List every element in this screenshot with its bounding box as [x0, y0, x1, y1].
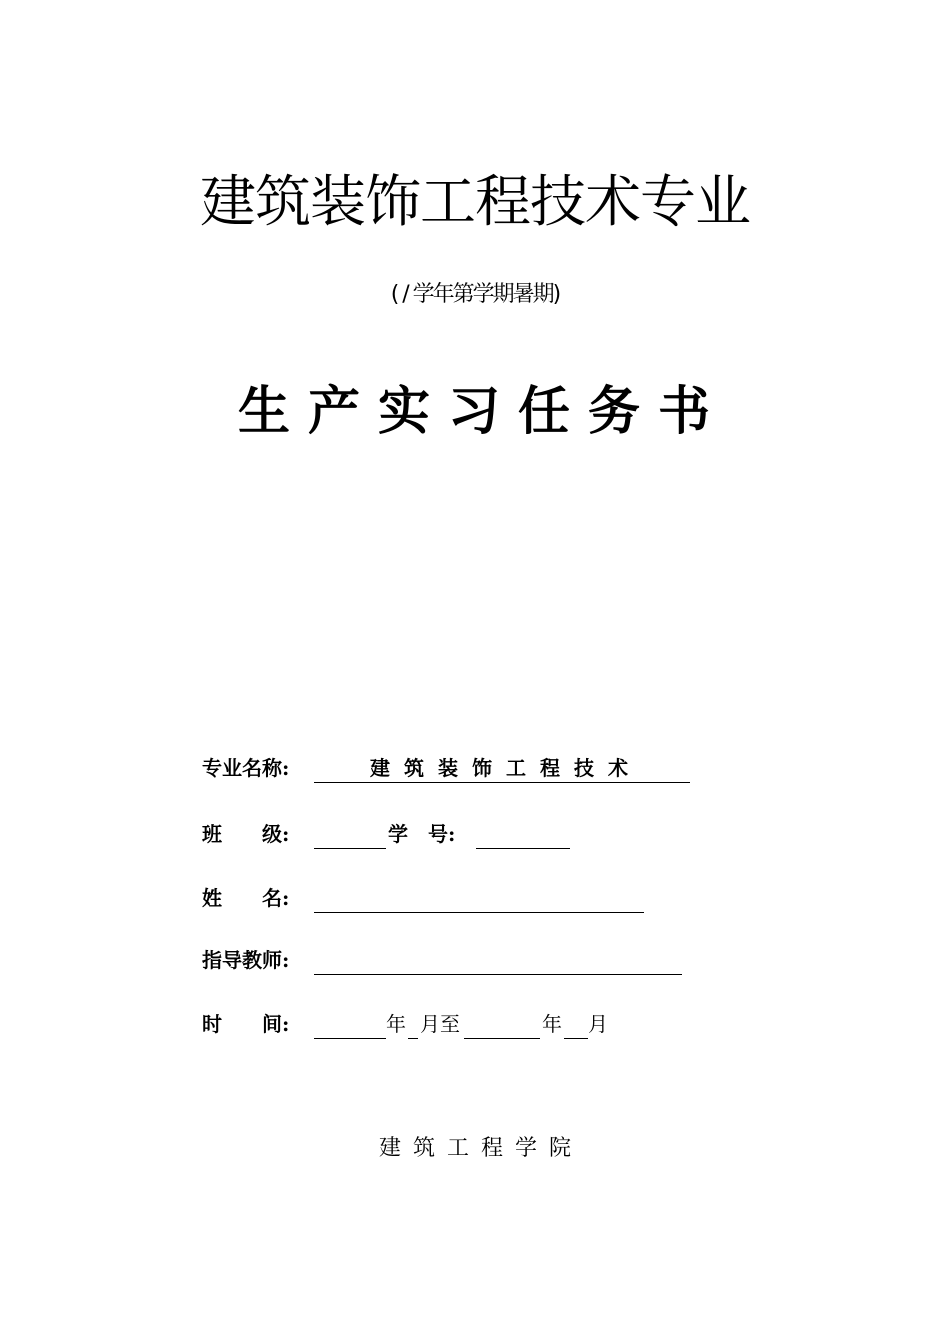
start-year-field[interactable]: [314, 1008, 386, 1039]
end-year-field[interactable]: [464, 1008, 540, 1039]
name-row: [202, 882, 662, 914]
end-month-field[interactable]: [564, 1008, 588, 1039]
class-label: 班 级:: [202, 822, 290, 846]
major-label: 专业名称:: [202, 756, 290, 780]
start-month-unit: 月至: [420, 1012, 460, 1036]
advisor-label: 指导教师:: [202, 948, 290, 972]
student-id-field[interactable]: [476, 818, 570, 849]
advisor-row: [202, 944, 702, 976]
class-field[interactable]: [314, 818, 386, 849]
time-row: [202, 1008, 622, 1040]
student-id-label: 学 号:: [388, 822, 456, 846]
term-subtitle: ( / 学年第学期暑期): [390, 282, 560, 307]
institution-name: 建筑工程学院: [378, 1136, 583, 1161]
class-row: [202, 818, 602, 850]
start-year-unit: 年: [386, 1012, 406, 1036]
major-title: 建筑装饰工程技术专业: [200, 170, 750, 235]
document-type-title: 生产实习任务书: [237, 382, 728, 442]
major-value: 建筑装饰工程技术: [370, 756, 642, 780]
end-year-unit: 年: [542, 1012, 562, 1036]
end-month-unit: 月: [588, 1012, 608, 1036]
name-label: 姓 名:: [202, 886, 290, 910]
major-row: [202, 752, 702, 784]
time-label: 时 间:: [202, 1012, 290, 1036]
start-month-field[interactable]: [408, 1008, 418, 1039]
advisor-field[interactable]: [314, 944, 682, 975]
name-field[interactable]: [314, 882, 644, 913]
